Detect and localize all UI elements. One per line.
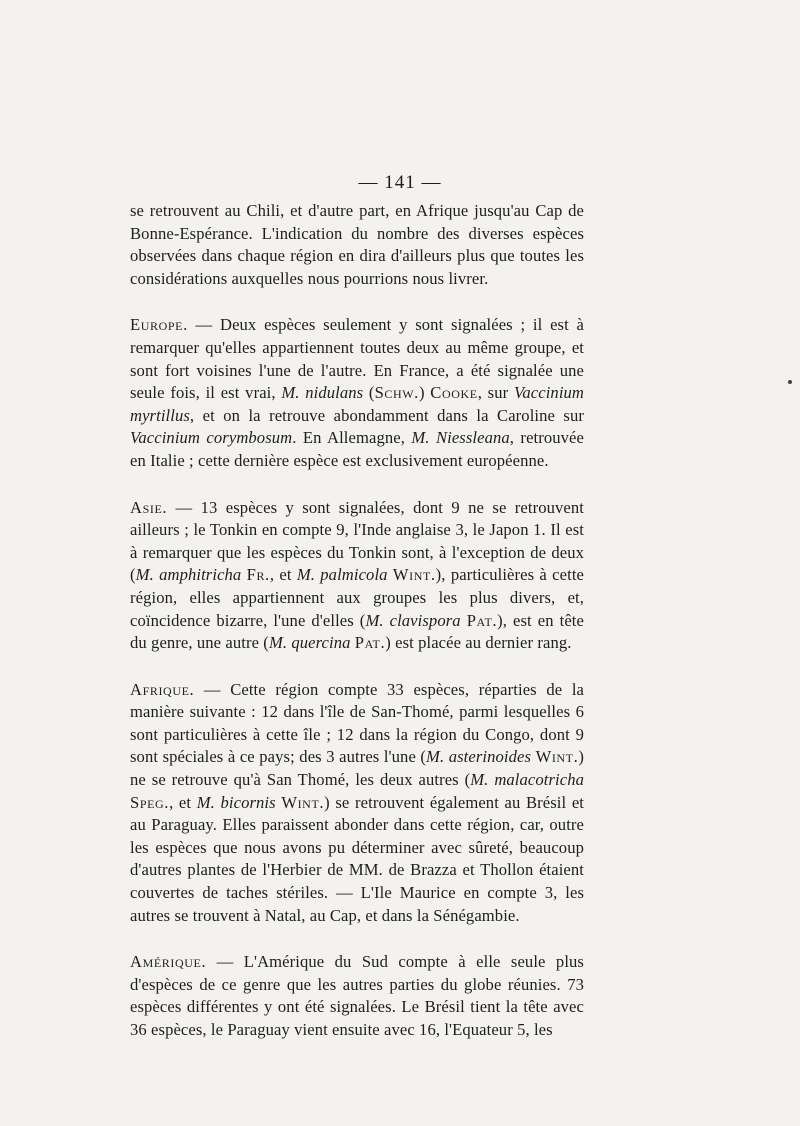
asie-paragraph: Asie. — 13 espèces y sont signalées, dont 9 ne se retrouvent ailleurs ; le Tonkin en compte 9, l'Inde anglaise 3, le Japon 1. Il est à remarquer que les espèces du Tonkin sont, à l'exception de deux (M. amphitricha Fr., et M. palmicola Wint.), particulières à cette région, elles appartiennent aux groupes les plus divers, et, coïncidence bizarre, l'une d'elles (M. clavispora Pat.), est en tête du genre, une autre (M. quercina Pat.) est placée au dernier rang. (130, 497, 585, 653)
afrique-paragraph: Afrique. — Cette région compte 33 espèces, réparties de la manière suivante : 12 dans l'île de San-Thomé, parmi lesquelles 6 sont particulières à cette île ; 12 dans la région du Congo, dont 9 sont spéciales à ce pays; des 3 autres l'une (M. asterinoides Wint.) ne se retrouve qu'à San Thomé, les deux autres (M. malacotricha Speg., et M. bicornis Wint.) se retrouvent également au Brésil et au Paraguay. Elles paraissent abonder dans cette région, car, outre les espèces que nous avons pu déterminer avec sûreté, beaucoup d'autres plantes de l'Herbier de MM. de Brazza et Thollon étaient couvertes de taches stériles. — L'Ile Maurice en compte 3, les autres se trouvent à Natal, au Cap, et dans la Sénégambie. (130, 679, 585, 925)
afrique-heading: Afrique. (130, 679, 195, 699)
asie-heading: Asie. (130, 497, 168, 517)
page-number: — 141 — (358, 172, 442, 193)
margin-speck (788, 380, 792, 384)
intro-paragraph: se retrouvent au Chili, et d'autre part, en Afrique jusqu'au Cap de Bonne-Espérance. L'indication du nombre des diverses espèces observées dans chaque région en dira d'ailleurs plus que toutes les considérations auxquelles nous pourrions nous livrer. (130, 201, 584, 288)
europe-paragraph: Europe. — Deux espèces seulement y sont signalées ; il est à remarquer qu'elles appartiennent toutes deux au même groupe, et sont fort voisines l'une de l'autre. En France, a été signalée une seule fois, il est vrai, M. nidulans (Schw.) Cooke, sur Vaccinium myrtillus, et on la retrouve abondamment dans la Caroline sur Vaccinium corymbosum. En Allemagne, M. Niessleana, retrouvée en Italie ; cette dernière espèce est exclusivement européenne. (130, 315, 585, 470)
amerique-heading: Amérique. (130, 952, 207, 972)
body-text (130, 200, 584, 1042)
amerique-paragraph: Amérique. — L'Amérique du Sud compte à elle seule plus d'espèces de ce genre que les autres parties du globe réunies. 73 espèces différentes y ont été signalées. Le Brésil tient la tête avec 36 espèces, le Paraguay vient ensuite avec 16, l'Equateur 5, les (130, 952, 584, 1039)
europe-heading: Europe. (130, 315, 188, 335)
